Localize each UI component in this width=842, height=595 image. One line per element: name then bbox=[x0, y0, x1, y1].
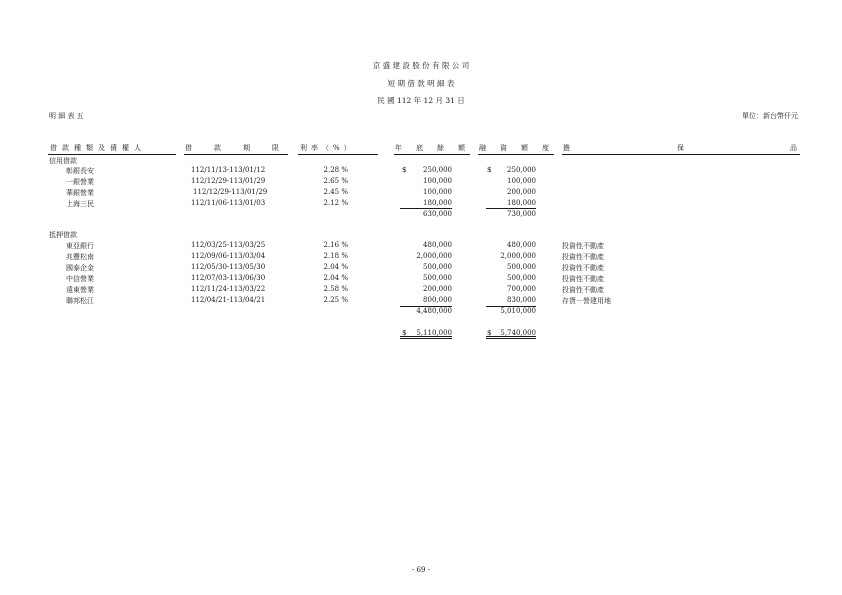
header-rule bbox=[478, 154, 554, 155]
interest-rate: 2.25 % bbox=[323, 296, 348, 304]
loan-period: 112/09/06-113/03/04 bbox=[191, 252, 266, 260]
year-end-balance: 500,000 bbox=[423, 263, 452, 271]
header-rule bbox=[48, 154, 176, 155]
loan-period: 112/12/29-113/01/29 bbox=[193, 188, 268, 196]
report-date: 民 國 112 年 12 月 31 日 bbox=[377, 96, 465, 105]
subtotal-rule bbox=[400, 208, 452, 209]
loan-period: 112/12/29-113/01/29 bbox=[191, 177, 266, 185]
col-collateral-3: 品 bbox=[790, 144, 802, 152]
schedule-number: 明 細 表 五 bbox=[49, 112, 84, 120]
subtotal-rule bbox=[486, 208, 536, 209]
lender-name: 一銀營業 bbox=[66, 178, 94, 186]
col-balance: 年底餘額 bbox=[395, 144, 479, 152]
interest-rate: 2.58 % bbox=[323, 285, 348, 293]
credit-facility: 180,000 bbox=[507, 199, 536, 207]
interest-rate: 2.16 % bbox=[323, 241, 348, 249]
subtotal-balance: 4,480,000 bbox=[416, 307, 452, 315]
year-end-balance: 100,000 bbox=[423, 188, 452, 196]
loan-period: 112/04/21-113/04/21 bbox=[191, 296, 266, 304]
currency-unit: 單位：新台幣仟元 bbox=[742, 112, 798, 120]
year-end-balance: 250,000 bbox=[423, 166, 452, 174]
collateral: 投資性不動產 bbox=[562, 286, 604, 294]
currency-symbol: $ bbox=[487, 166, 492, 174]
subtotal-facility: 5,010,000 bbox=[500, 307, 536, 315]
header-rule bbox=[184, 154, 288, 155]
collateral: 投資性不動產 bbox=[562, 253, 604, 261]
subtotal-facility: 730,000 bbox=[507, 210, 536, 218]
schedule-title: 短 期 借 款 明 細 表 bbox=[387, 79, 455, 88]
subtotal-balance: 630,000 bbox=[423, 210, 452, 218]
year-end-balance: 180,000 bbox=[423, 199, 452, 207]
total-double-rule bbox=[486, 336, 536, 339]
credit-facility: 100,000 bbox=[507, 177, 536, 185]
year-end-balance: 800,000 bbox=[423, 296, 452, 304]
header-rule bbox=[562, 154, 800, 155]
currency-symbol: $ bbox=[402, 166, 407, 174]
credit-facility: 480,000 bbox=[507, 241, 536, 249]
section-heading: 信用借款 bbox=[49, 157, 77, 165]
year-end-balance: 2,000,000 bbox=[416, 252, 452, 260]
header-rule bbox=[298, 154, 378, 155]
collateral: 投資性不動產 bbox=[562, 275, 604, 283]
interest-rate: 2.04 % bbox=[323, 274, 348, 282]
lender-name: 國泰企金 bbox=[66, 264, 94, 272]
lender-name: 彰銀長安 bbox=[66, 167, 94, 175]
lender-name: 上海三民 bbox=[66, 200, 94, 208]
total-balance: 5,110,000 bbox=[416, 329, 452, 337]
lender-name: 華銀營業 bbox=[66, 189, 94, 197]
header-rule bbox=[394, 154, 470, 155]
col-collateral-2: 保 bbox=[677, 144, 689, 152]
company-name: 京 盛 建 設 股 份 有 限 公 司 bbox=[372, 61, 470, 70]
collateral: 投資性不動產 bbox=[562, 264, 604, 272]
lender-name: 兆豐松南 bbox=[66, 253, 94, 261]
interest-rate: 2.28 % bbox=[323, 166, 348, 174]
loan-period: 112/11/06-113/01/03 bbox=[191, 199, 266, 207]
year-end-balance: 500,000 bbox=[423, 274, 452, 282]
credit-facility: 500,000 bbox=[507, 263, 536, 271]
loan-period: 112/07/03-113/06/30 bbox=[191, 274, 266, 282]
credit-facility: 700,000 bbox=[507, 285, 536, 293]
lender-name: 遠東營業 bbox=[66, 286, 94, 294]
total-facility: 5,740,000 bbox=[500, 329, 536, 337]
lender-name: 中信營業 bbox=[66, 275, 94, 283]
credit-facility: 500,000 bbox=[507, 274, 536, 282]
loan-period: 112/11/24-113/03/22 bbox=[191, 285, 266, 293]
page-number: - 69 - bbox=[411, 566, 431, 574]
loan-period: 112/11/13-113/01/12 bbox=[191, 166, 266, 174]
col-lender: 借款種類及債權人 bbox=[50, 144, 146, 152]
interest-rate: 2.18 % bbox=[323, 252, 348, 260]
col-period: 借款期限 bbox=[185, 144, 301, 152]
currency-symbol: $ bbox=[402, 329, 407, 337]
interest-rate: 2.65 % bbox=[323, 177, 348, 185]
col-rate: 利率（%） bbox=[300, 144, 355, 152]
interest-rate: 2.45 % bbox=[323, 188, 348, 196]
total-double-rule bbox=[400, 336, 452, 339]
loan-period: 112/05/30-113/05/30 bbox=[191, 263, 266, 271]
currency-symbol: $ bbox=[487, 329, 492, 337]
col-facility: 融資額度 bbox=[479, 144, 563, 152]
collateral: 投資性不動產 bbox=[562, 242, 604, 250]
year-end-balance: 100,000 bbox=[423, 177, 452, 185]
lender-name: 東亞銀行 bbox=[66, 242, 94, 250]
interest-rate: 2.12 % bbox=[323, 199, 348, 207]
credit-facility: 200,000 bbox=[507, 188, 536, 196]
credit-facility: 250,000 bbox=[507, 166, 536, 174]
credit-facility: 2,000,000 bbox=[500, 252, 536, 260]
interest-rate: 2.04 % bbox=[323, 263, 348, 271]
year-end-balance: 200,000 bbox=[423, 285, 452, 293]
credit-facility: 830,000 bbox=[507, 296, 536, 304]
year-end-balance: 480,000 bbox=[423, 241, 452, 249]
lender-name: 聯邦松江 bbox=[66, 297, 94, 305]
col-collateral-1: 擔 bbox=[563, 144, 575, 152]
section-heading: 抵押借款 bbox=[49, 231, 77, 239]
collateral: 存貨－營建用地 bbox=[562, 297, 611, 305]
loan-period: 112/03/25-113/03/25 bbox=[191, 241, 266, 249]
